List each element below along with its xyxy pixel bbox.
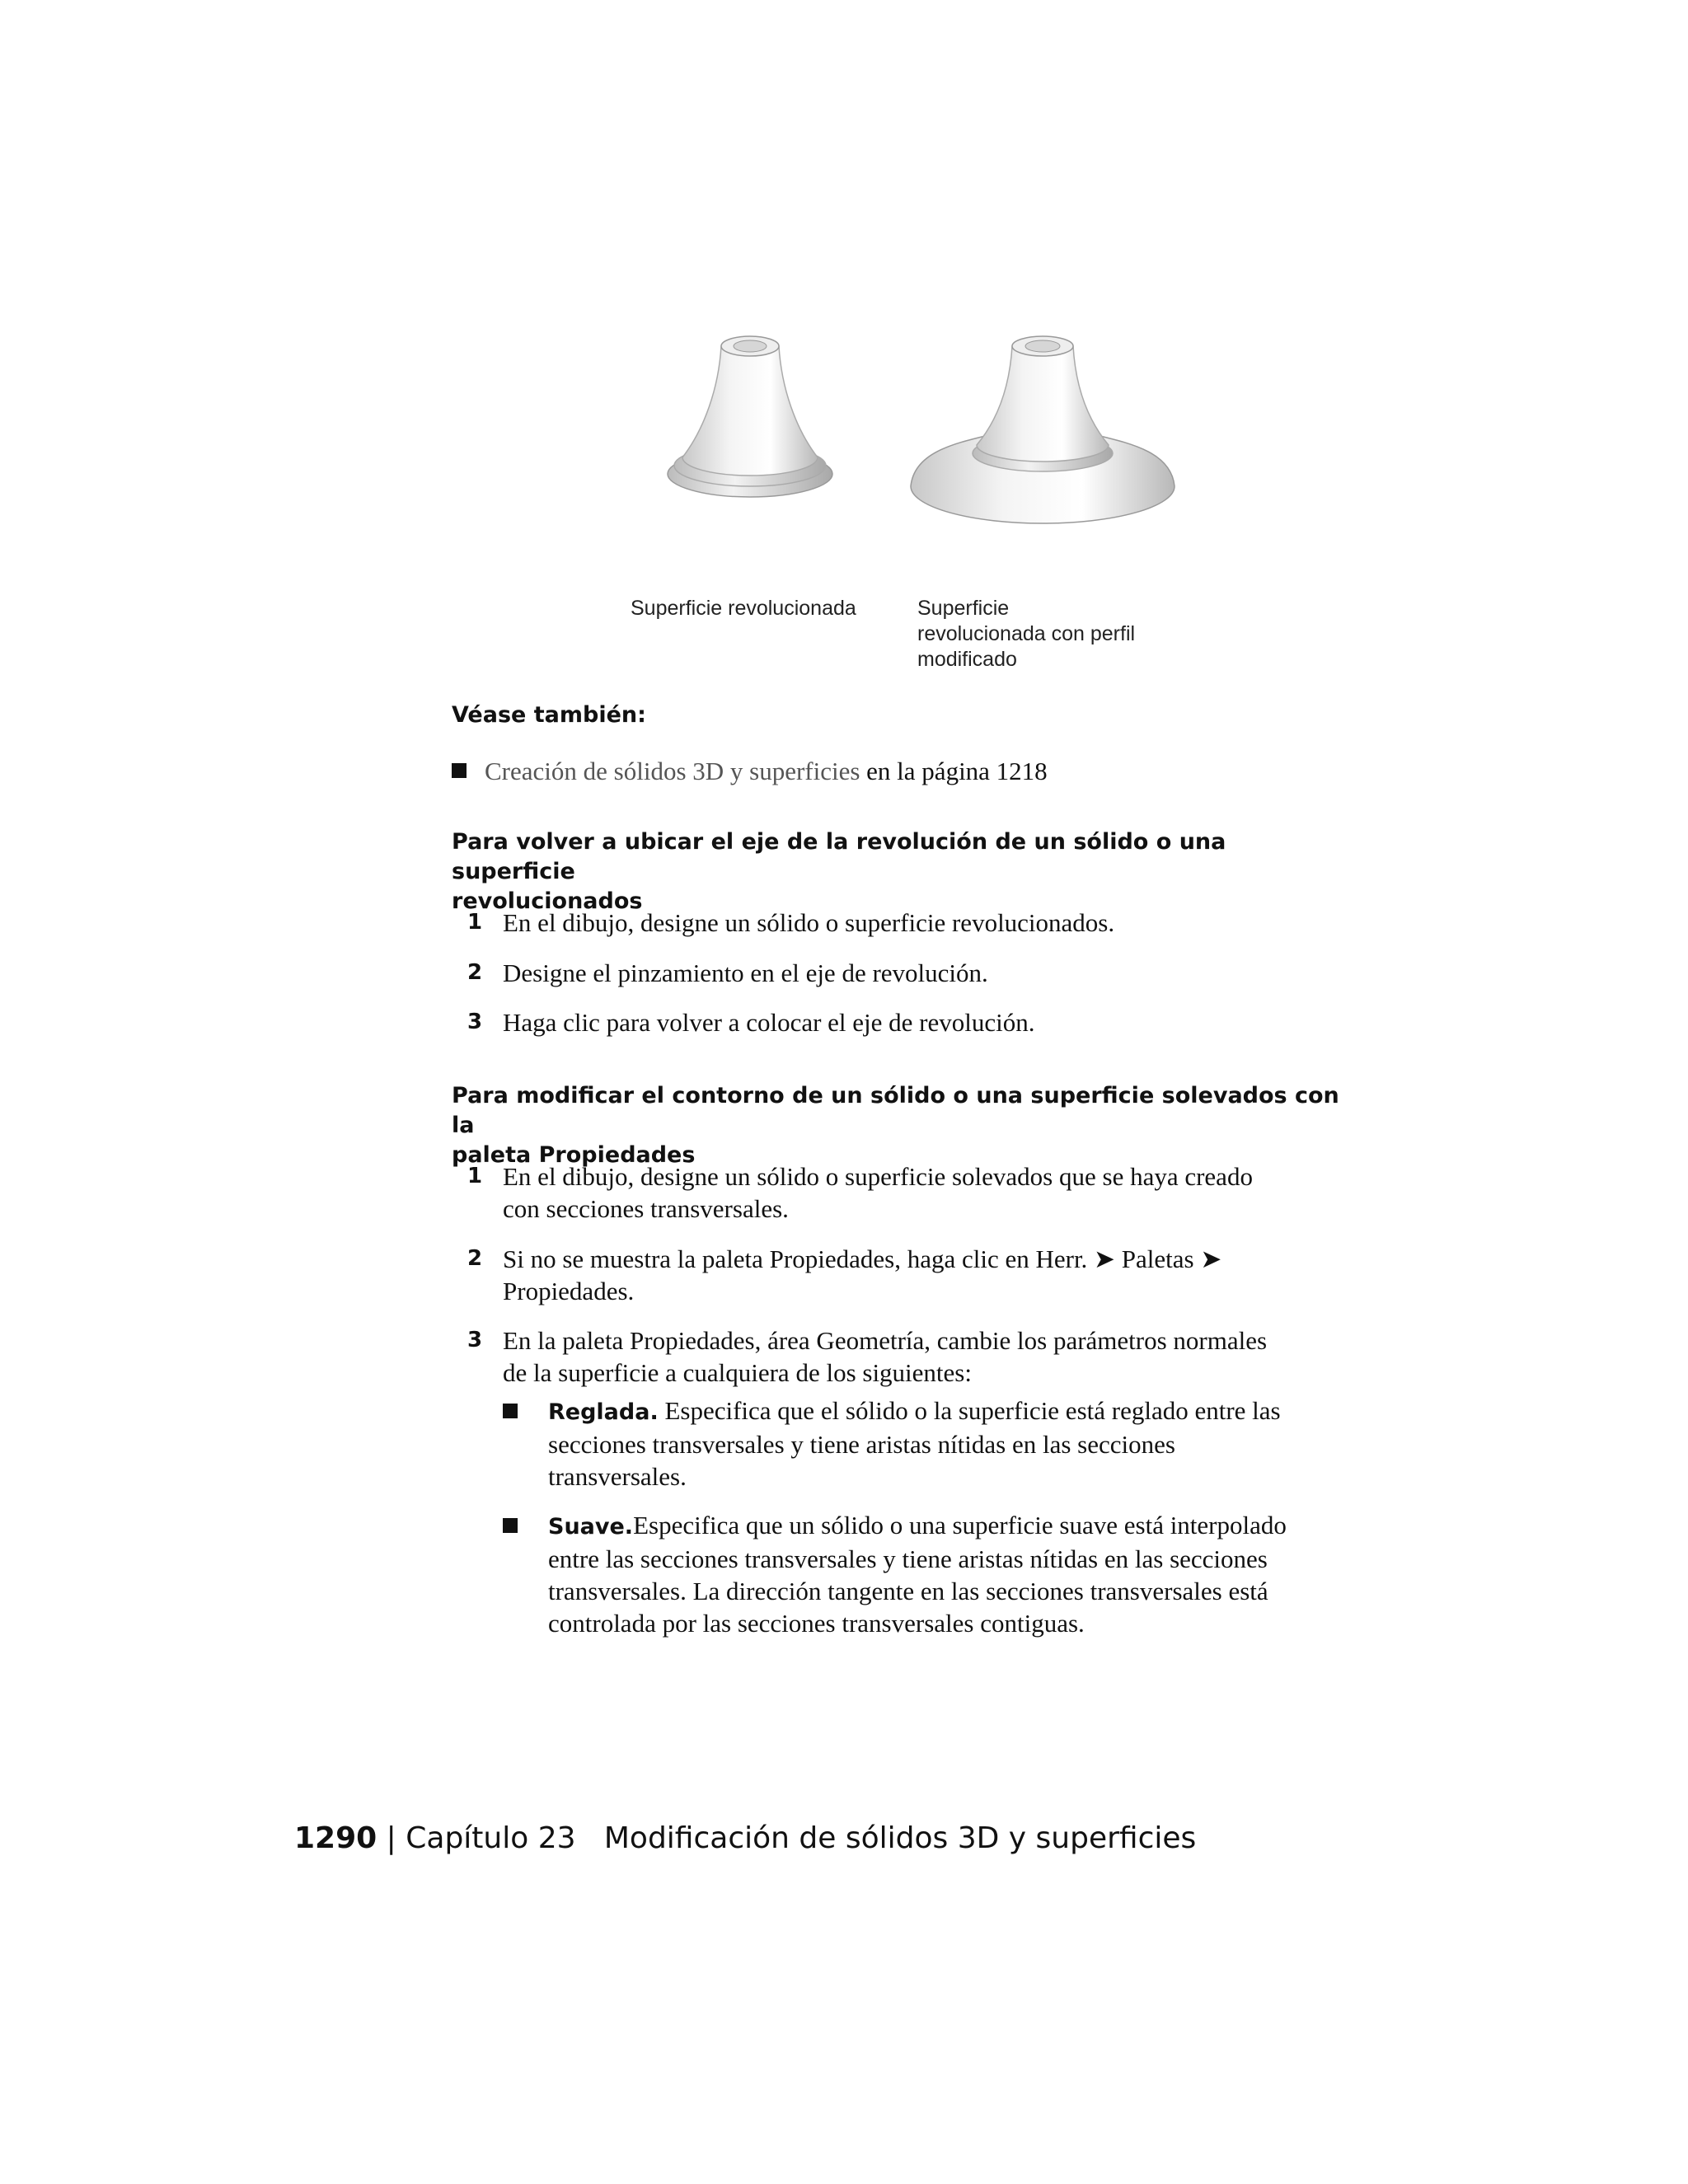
footer-separator: | — [386, 1821, 396, 1855]
heading-line: paleta Propiedades — [452, 1142, 696, 1168]
figure-caption-right — [917, 596, 1135, 673]
text-line: transversales. — [548, 1462, 687, 1491]
text-line: de la superficie a cualquiera de los siguientes: — [503, 1358, 972, 1387]
see-also-item — [452, 757, 1048, 786]
text-line: En la paleta Propiedades, área Geometría, cambie los parámetros normales — [503, 1326, 1268, 1355]
square-bullet-icon — [503, 1404, 518, 1418]
modified-profile-surface-shape — [911, 336, 1175, 523]
text-line — [548, 1509, 1343, 1543]
option-desc: Especifica que un sólido o una superficie suave está interpolado — [633, 1511, 1287, 1540]
text-line: Propiedades. — [503, 1277, 635, 1305]
heading-line: revolucionados — [452, 888, 643, 914]
step-number: 2 — [467, 960, 483, 985]
option-term: Reglada. — [548, 1399, 659, 1425]
chapter-label: Capítulo 23 — [406, 1821, 576, 1855]
square-bullet-icon — [452, 763, 467, 778]
section-heading-relocate-axis — [452, 827, 1342, 916]
figure-caption-left: Superficie revolucionada — [631, 597, 856, 620]
step-number: 3 — [467, 1328, 483, 1352]
option-term: Suave. — [548, 1514, 634, 1540]
heading-line: Para modificar el contorno de un sólido o una superficie solevados con la — [452, 1083, 1339, 1138]
step-text — [503, 1324, 1343, 1389]
step-text: Designe el pinzamiento en el eje de revolución. — [503, 958, 988, 987]
text-line: Si no se muestra la paleta Propiedades, haga clic en Herr. ➤ Paletas ➤ — [503, 1244, 1222, 1273]
page-footer — [294, 1821, 1196, 1855]
step-text: Haga clic para volver a colocar el eje de revolución. — [503, 1008, 1035, 1037]
page-number: 1290 — [294, 1821, 377, 1855]
see-also-link[interactable]: Creación de sólidos 3D y superficies — [485, 757, 860, 785]
text-line — [548, 1394, 1343, 1428]
step-number: 2 — [467, 1246, 483, 1271]
heading-line: Para volver a ubicar el eje de la revolución de un sólido o una superficie — [452, 829, 1226, 884]
section-heading-modify-contour — [452, 1081, 1342, 1170]
see-also-heading: Véase también: — [452, 702, 646, 728]
option-desc: Especifica que el sólido o la superficie está reglado entre las — [658, 1396, 1281, 1425]
caption-line: revolucionada con perfil — [917, 622, 1136, 645]
caption-line: modificado — [917, 648, 1017, 671]
text-line: con secciones transversales. — [503, 1194, 789, 1223]
text-line: transversales. La dirección tangente en las secciones transversales está — [548, 1577, 1268, 1605]
option-text — [548, 1509, 1343, 1639]
step-number: 1 — [467, 910, 483, 935]
step-text — [503, 1243, 1343, 1307]
page-reference: en la página 1218 — [860, 757, 1048, 785]
text-line: secciones transversales y tiene aristas nítidas en las secciones — [548, 1430, 1175, 1459]
text-line: entre las secciones transversales y tiene aristas nítidas en las secciones — [548, 1544, 1268, 1573]
chapter-title: Modificación de sólidos 3D y superficies — [603, 1821, 1197, 1855]
step-number: 1 — [467, 1164, 483, 1188]
text-line: En el dibujo, designe un sólido o superficie solevados que se haya creado — [503, 1162, 1253, 1191]
caption-line: Superficie — [917, 597, 1010, 620]
revolved-surface-shape — [668, 336, 832, 497]
option-text — [548, 1394, 1343, 1493]
step-text — [503, 1160, 1343, 1225]
step-text: En el dibujo, designe un sólido o superficie revolucionados. — [503, 908, 1115, 937]
square-bullet-icon — [503, 1518, 518, 1533]
text-line: controlada por las secciones transversales contiguas. — [548, 1609, 1085, 1638]
step-number: 3 — [467, 1010, 483, 1034]
